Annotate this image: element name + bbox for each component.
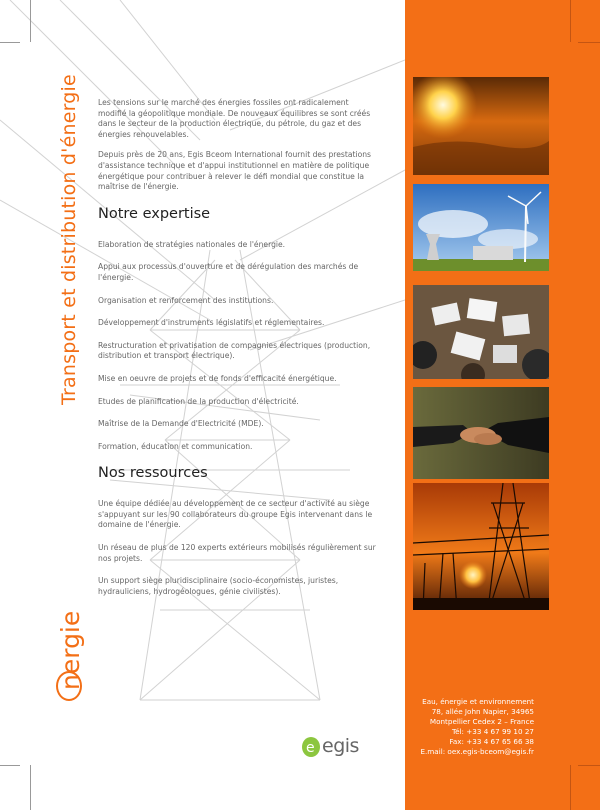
- contact-block: [420, 697, 534, 757]
- contact-phone: Tél: +33 4 67 99 10 27: [451, 727, 534, 736]
- expertise-item: Appui aux processus d'ouverture et de dérégulation des marchés de l'énergie.: [98, 262, 359, 282]
- energie-word: nergie: [56, 610, 85, 690]
- expertise-item: Etudes de planification de la production d'électricité.: [98, 396, 299, 406]
- expertise-item: Mise en oeuvre de projets et de fonds d'efficacité énergétique.: [98, 373, 337, 383]
- resources-item: Un support siège pluridisciplinaire (socio-économistes, juristes, hydrauliciens, hydrogéologues, génie civilistes).: [98, 576, 339, 596]
- egis-logo-text: egis: [322, 735, 359, 757]
- crop-mark: [30, 0, 31, 42]
- resources-item: Une équipe dédiée au développement de ce secteur d'activité au siège s'appuyant sur les 90 collaborateurs du groupe Egis intervenant dans le domaine de l'énergie.: [98, 499, 373, 530]
- sunset-sun-photo: [413, 77, 549, 175]
- crop-mark: [570, 0, 571, 42]
- expertise-item: Restructuration et privatisation de compagnies électriques (production, distribution et transport électrique).: [98, 340, 371, 361]
- meeting-documents-photo: [413, 285, 549, 383]
- contact-city: Montpellier Cedex 2 – France: [429, 717, 534, 726]
- contact-address: 78, allée John Napier, 34965: [431, 707, 534, 716]
- intro-paragraph-2: Depuis près de 20 ans, Egis Bceom International fournit des prestations d'assistance technique et d'appui institutionnel en matière de politique énergétique pour contribuer à relever le défi mondial que constitue la maîtrise de l'énergie.: [98, 150, 372, 192]
- crop-mark: [0, 765, 20, 766]
- expertise-item: Elaboration de stratégies nationales de l'énergie.: [98, 239, 286, 249]
- crop-mark: [578, 42, 600, 43]
- crop-mark: [0, 42, 20, 43]
- expertise-item: Formation, éducation et communication.: [98, 441, 253, 451]
- egis-logo: [300, 735, 359, 759]
- crop-mark: [570, 765, 571, 810]
- crop-mark: [30, 765, 31, 810]
- intro-paragraph-1: Les tensions sur le marché des énergies fossiles ont radicalement modifié la géopolitique mondiale. De nouveaux équilibres se sont créés dans le secteur de la production électrique, du pétrole, du gaz et des énergies renouvelables.: [98, 98, 371, 139]
- wind-turbine-plant-photo: [413, 184, 549, 282]
- svg-text:e: e: [306, 740, 315, 756]
- resources-item: Un réseau de plus de 120 experts extérieurs mobilisés régulièrement sur nos projets.: [98, 543, 376, 563]
- contact-department: Eau, énergie et environnement: [422, 697, 534, 706]
- side-title: Transport et distribution d'énergie: [58, 74, 80, 405]
- expertise-item: Développement d'instruments législatifs et réglementaires.: [98, 318, 325, 328]
- power-lines-sunset-photo: [413, 483, 549, 610]
- handshake-photo: [413, 387, 549, 485]
- main-content: [98, 98, 378, 609]
- contact-email[interactable]: E.mail: oex.egis-bceom@egis.fr: [420, 747, 534, 756]
- crop-mark: [578, 765, 600, 766]
- expertise-item: Maîtrise de la Demande d'Electricité (MDE).: [98, 419, 264, 429]
- egis-leaf-icon: [300, 735, 322, 759]
- contact-fax: Fax: +33 4 67 65 66 38: [449, 737, 534, 746]
- expertise-heading: Notre expertise: [98, 205, 211, 222]
- resources-heading: Nos ressources: [98, 465, 208, 482]
- expertise-item: Organisation et renforcement des institutions.: [98, 295, 274, 305]
